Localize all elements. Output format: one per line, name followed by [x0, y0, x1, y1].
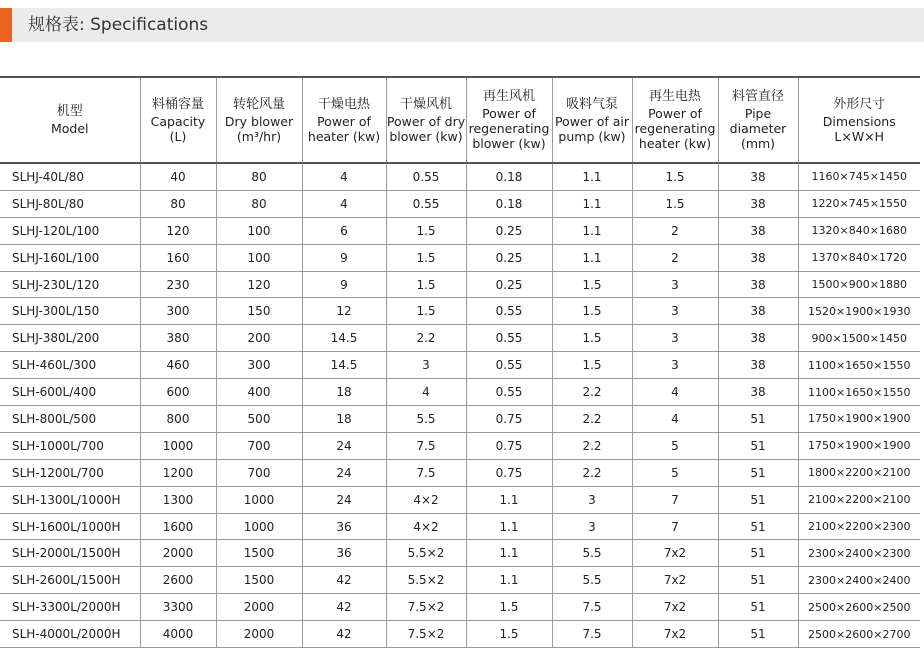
dimensions-cell: 1500×900×1880	[798, 271, 920, 298]
model-cell: SLHJ-80L/80	[0, 190, 140, 217]
model-cell: SLHJ-160L/100	[0, 244, 140, 271]
table-row	[0, 513, 920, 540]
value-cell: 460	[140, 352, 216, 379]
value-cell: 2.2	[552, 459, 632, 486]
value-cell: 38	[718, 352, 798, 379]
value-cell: 380	[140, 325, 216, 352]
value-cell: 51	[718, 540, 798, 567]
value-cell: 2.2	[552, 379, 632, 406]
value-cell: 38	[718, 325, 798, 352]
value-cell: 5.5	[386, 406, 466, 433]
value-cell: 1200	[140, 459, 216, 486]
value-cell: 0.25	[466, 244, 552, 271]
value-cell: 230	[140, 271, 216, 298]
value-cell: 0.55	[466, 352, 552, 379]
model-cell: SLH-2600L/1500H	[0, 567, 140, 594]
value-cell: 1.5	[552, 298, 632, 325]
value-cell: 3	[632, 325, 718, 352]
value-cell: 0.55	[466, 379, 552, 406]
dimensions-cell: 1100×1650×1550	[798, 379, 920, 406]
value-cell: 24	[302, 432, 386, 459]
column-header: 再生风机 Power of regenerating blower (kw)	[466, 77, 552, 163]
dimensions-cell: 2300×2400×2300	[798, 540, 920, 567]
value-cell: 80	[216, 163, 302, 190]
table-row	[0, 325, 920, 352]
value-cell: 7.5×2	[386, 621, 466, 648]
value-cell: 7	[632, 486, 718, 513]
dimensions-cell: 2100×2200×2300	[798, 513, 920, 540]
value-cell: 2000	[216, 594, 302, 621]
value-cell: 38	[718, 379, 798, 406]
value-cell: 5	[632, 459, 718, 486]
model-cell: SLH-1300L/1000H	[0, 486, 140, 513]
value-cell: 1.5	[466, 621, 552, 648]
value-cell: 1000	[216, 486, 302, 513]
value-cell: 0.55	[466, 298, 552, 325]
table-row	[0, 244, 920, 271]
page-title: 规格表: Specifications	[28, 15, 209, 35]
value-cell: 3	[632, 352, 718, 379]
table-row	[0, 298, 920, 325]
value-cell: 2000	[140, 540, 216, 567]
value-cell: 3	[552, 486, 632, 513]
value-cell: 7x2	[632, 540, 718, 567]
value-cell: 150	[216, 298, 302, 325]
table-row	[0, 594, 920, 621]
value-cell: 800	[140, 406, 216, 433]
value-cell: 80	[216, 190, 302, 217]
value-cell: 3	[552, 513, 632, 540]
value-cell: 5.5×2	[386, 567, 466, 594]
value-cell: 0.75	[466, 406, 552, 433]
value-cell: 400	[216, 379, 302, 406]
model-cell: SLHJ-300L/150	[0, 298, 140, 325]
value-cell: 1.1	[466, 567, 552, 594]
value-cell: 9	[302, 271, 386, 298]
model-cell: SLH-1000L/700	[0, 432, 140, 459]
value-cell: 7	[632, 513, 718, 540]
value-cell: 0.25	[466, 217, 552, 244]
column-header: 外形尺寸 Dimensions L×W×H	[798, 77, 920, 163]
value-cell: 2	[632, 244, 718, 271]
dimensions-cell: 2300×2400×2400	[798, 567, 920, 594]
value-cell: 42	[302, 621, 386, 648]
value-cell: 1000	[140, 432, 216, 459]
value-cell: 500	[216, 406, 302, 433]
value-cell: 1.5	[386, 217, 466, 244]
value-cell: 0.55	[386, 163, 466, 190]
value-cell: 51	[718, 432, 798, 459]
value-cell: 14.5	[302, 352, 386, 379]
value-cell: 51	[718, 486, 798, 513]
dimensions-cell: 1750×1900×1900	[798, 432, 920, 459]
dimensions-cell: 1750×1900×1900	[798, 406, 920, 433]
value-cell: 1000	[216, 513, 302, 540]
value-cell: 0.55	[466, 325, 552, 352]
value-cell: 7.5	[552, 621, 632, 648]
value-cell: 80	[140, 190, 216, 217]
table-header-row	[0, 77, 920, 163]
table-row	[0, 540, 920, 567]
value-cell: 1.1	[552, 217, 632, 244]
value-cell: 1.5	[386, 298, 466, 325]
column-header: 机型 Model	[0, 77, 140, 163]
value-cell: 0.25	[466, 271, 552, 298]
column-header: 干燥电热 Power of heater (kw)	[302, 77, 386, 163]
value-cell: 7x2	[632, 621, 718, 648]
dimensions-cell: 1800×2200×2100	[798, 459, 920, 486]
value-cell: 0.18	[466, 190, 552, 217]
value-cell: 14.5	[302, 325, 386, 352]
value-cell: 200	[216, 325, 302, 352]
dimensions-cell: 1370×840×1720	[798, 244, 920, 271]
value-cell: 0.75	[466, 459, 552, 486]
value-cell: 1.5	[632, 190, 718, 217]
model-cell: SLH-4000L/2000H	[0, 621, 140, 648]
value-cell: 38	[718, 244, 798, 271]
dimensions-cell: 2500×2600×2500	[798, 594, 920, 621]
value-cell: 36	[302, 513, 386, 540]
table-row	[0, 379, 920, 406]
value-cell: 2.2	[552, 406, 632, 433]
model-cell: SLH-460L/300	[0, 352, 140, 379]
model-cell: SLH-600L/400	[0, 379, 140, 406]
value-cell: 38	[718, 163, 798, 190]
value-cell: 24	[302, 459, 386, 486]
dimensions-cell: 1220×745×1550	[798, 190, 920, 217]
value-cell: 51	[718, 621, 798, 648]
table-body	[0, 163, 920, 648]
value-cell: 1.1	[466, 513, 552, 540]
value-cell: 700	[216, 459, 302, 486]
value-cell: 0.75	[466, 432, 552, 459]
value-cell: 51	[718, 459, 798, 486]
column-header: 干燥风机 Power of dry blower (kw)	[386, 77, 466, 163]
value-cell: 3	[386, 352, 466, 379]
table-row	[0, 271, 920, 298]
table-row	[0, 621, 920, 648]
value-cell: 51	[718, 513, 798, 540]
model-cell: SLHJ-40L/80	[0, 163, 140, 190]
value-cell: 5.5	[552, 540, 632, 567]
table-row	[0, 190, 920, 217]
value-cell: 51	[718, 567, 798, 594]
value-cell: 0.18	[466, 163, 552, 190]
value-cell: 5.5	[552, 567, 632, 594]
value-cell: 18	[302, 406, 386, 433]
dimensions-cell: 2100×2200×2100	[798, 486, 920, 513]
value-cell: 5	[632, 432, 718, 459]
value-cell: 3	[632, 271, 718, 298]
value-cell: 1.1	[466, 540, 552, 567]
value-cell: 1.5	[552, 271, 632, 298]
dimensions-cell: 1320×840×1680	[798, 217, 920, 244]
value-cell: 12	[302, 298, 386, 325]
value-cell: 2	[632, 217, 718, 244]
value-cell: 120	[216, 271, 302, 298]
value-cell: 7.5	[386, 432, 466, 459]
column-header: 再生电热 Power of regenerating heater (kw)	[632, 77, 718, 163]
value-cell: 160	[140, 244, 216, 271]
value-cell: 1.1	[552, 244, 632, 271]
table-row	[0, 406, 920, 433]
value-cell: 36	[302, 540, 386, 567]
value-cell: 1.5	[552, 325, 632, 352]
model-cell: SLH-2000L/1500H	[0, 540, 140, 567]
value-cell: 51	[718, 594, 798, 621]
value-cell: 1300	[140, 486, 216, 513]
value-cell: 3300	[140, 594, 216, 621]
value-cell: 7.5×2	[386, 594, 466, 621]
value-cell: 38	[718, 298, 798, 325]
value-cell: 1.1	[552, 190, 632, 217]
value-cell: 24	[302, 486, 386, 513]
value-cell: 1600	[140, 513, 216, 540]
header-accent-bar	[0, 8, 12, 42]
value-cell: 2.2	[386, 325, 466, 352]
section-header	[0, 8, 924, 42]
value-cell: 1.5	[466, 594, 552, 621]
value-cell: 42	[302, 567, 386, 594]
value-cell: 7.5	[552, 594, 632, 621]
model-cell: SLHJ-120L/100	[0, 217, 140, 244]
value-cell: 40	[140, 163, 216, 190]
value-cell: 7x2	[632, 594, 718, 621]
value-cell: 4	[302, 163, 386, 190]
value-cell: 38	[718, 271, 798, 298]
model-cell: SLHJ-380L/200	[0, 325, 140, 352]
value-cell: 1.5	[386, 271, 466, 298]
value-cell: 2600	[140, 567, 216, 594]
dimensions-cell: 900×1500×1450	[798, 325, 920, 352]
value-cell: 0.55	[386, 190, 466, 217]
column-header: 吸料气泵 Power of air pump (kw)	[552, 77, 632, 163]
value-cell: 4000	[140, 621, 216, 648]
value-cell: 1.1	[552, 163, 632, 190]
model-cell: SLH-1600L/1000H	[0, 513, 140, 540]
table-row	[0, 459, 920, 486]
value-cell: 1500	[216, 567, 302, 594]
value-cell: 4	[632, 379, 718, 406]
model-cell: SLH-3300L/2000H	[0, 594, 140, 621]
table-row	[0, 352, 920, 379]
value-cell: 4×2	[386, 486, 466, 513]
value-cell: 4	[386, 379, 466, 406]
value-cell: 1.5	[552, 352, 632, 379]
table-row	[0, 432, 920, 459]
value-cell: 4	[302, 190, 386, 217]
dimensions-cell: 1520×1900×1930	[798, 298, 920, 325]
value-cell: 100	[216, 217, 302, 244]
value-cell: 18	[302, 379, 386, 406]
value-cell: 300	[140, 298, 216, 325]
value-cell: 1.5	[386, 244, 466, 271]
value-cell: 700	[216, 432, 302, 459]
column-header: 料桶容量 Capacity (L)	[140, 77, 216, 163]
value-cell: 300	[216, 352, 302, 379]
value-cell: 51	[718, 406, 798, 433]
value-cell: 3	[632, 298, 718, 325]
value-cell: 1500	[216, 540, 302, 567]
model-cell: SLH-800L/500	[0, 406, 140, 433]
value-cell: 600	[140, 379, 216, 406]
value-cell: 38	[718, 190, 798, 217]
value-cell: 1.5	[632, 163, 718, 190]
value-cell: 38	[718, 217, 798, 244]
table-row	[0, 217, 920, 244]
value-cell: 4	[632, 406, 718, 433]
value-cell: 9	[302, 244, 386, 271]
column-header: 料管直径 Pipe diameter (mm)	[718, 77, 798, 163]
value-cell: 42	[302, 594, 386, 621]
dimensions-cell: 2500×2600×2700	[798, 621, 920, 648]
model-cell: SLHJ-230L/120	[0, 271, 140, 298]
value-cell: 2.2	[552, 432, 632, 459]
model-cell: SLH-1200L/700	[0, 459, 140, 486]
value-cell: 7x2	[632, 567, 718, 594]
table-row	[0, 486, 920, 513]
value-cell: 120	[140, 217, 216, 244]
specifications-table	[0, 76, 920, 648]
value-cell: 6	[302, 217, 386, 244]
table-row	[0, 163, 920, 190]
value-cell: 2000	[216, 621, 302, 648]
dimensions-cell: 1100×1650×1550	[798, 352, 920, 379]
value-cell: 7.5	[386, 459, 466, 486]
value-cell: 1.1	[466, 486, 552, 513]
dimensions-cell: 1160×745×1450	[798, 163, 920, 190]
column-header: 转轮风量 Dry blower (m³/hr)	[216, 77, 302, 163]
value-cell: 5.5×2	[386, 540, 466, 567]
table-row	[0, 567, 920, 594]
value-cell: 100	[216, 244, 302, 271]
value-cell: 4×2	[386, 513, 466, 540]
